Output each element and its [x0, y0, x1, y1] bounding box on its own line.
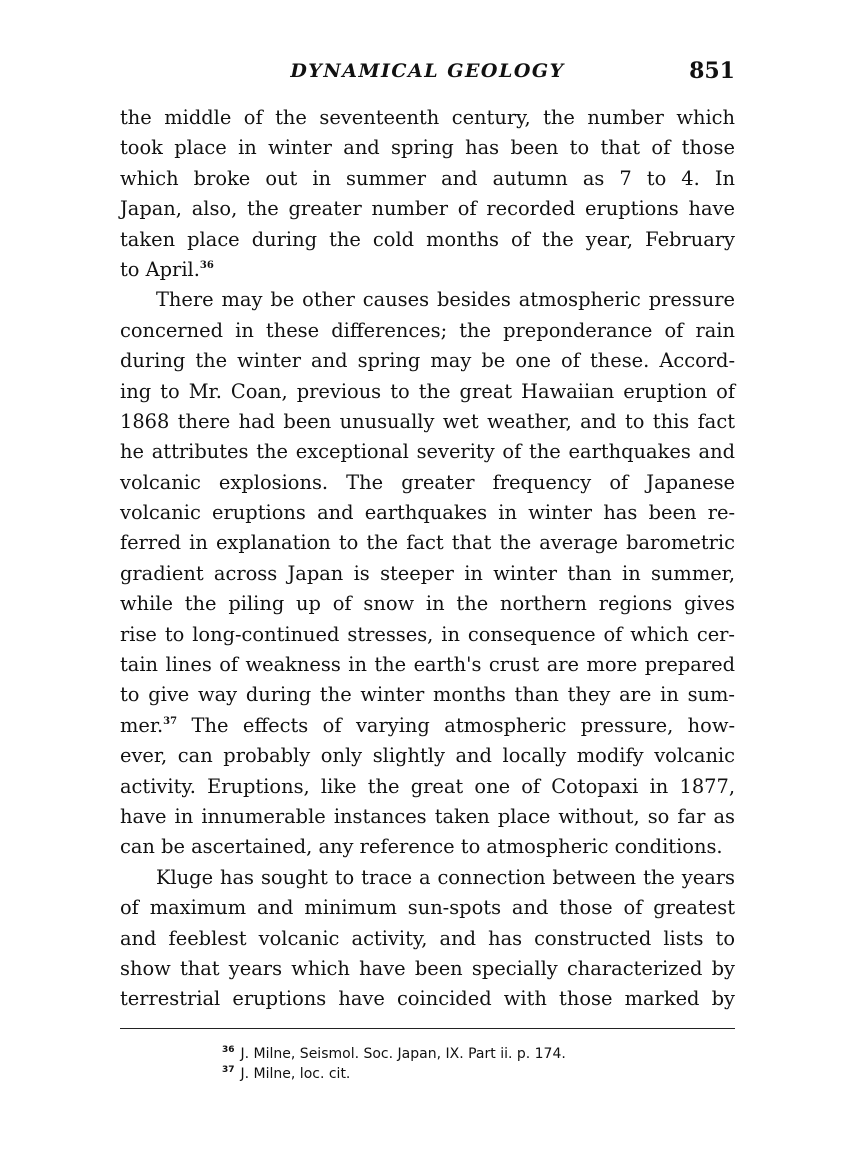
text-line: There may be other causes besides atmospheric pressure	[156, 288, 735, 312]
text-line: volcanic eruptions and earthquakes in winter has been re-	[120, 501, 735, 525]
text-line: 1868 there had been unusually wet weather, and to this fact	[120, 409, 735, 433]
footnote-text: J. Milne, Seismol. Soc. Japan, IX. Part ii. p. 174.	[240, 1046, 566, 1062]
text-line: during the winter and spring may be one of these. Accord-	[120, 349, 735, 373]
text-line: while the piling up of snow in the northern regions gives	[120, 592, 735, 616]
text-line	[120, 255, 735, 285]
text-line: have in innumerable instances taken place without, so far as	[120, 804, 735, 828]
footnote-divider	[120, 1028, 735, 1029]
text-line: activity. Eruptions, like the great one of Cotopaxi in 1877,	[120, 774, 735, 798]
text-line: ing to Mr. Coan, previous to the great Hawaiian eruption of	[120, 379, 735, 403]
text-line: show that years which have been specially characterized by	[120, 956, 735, 980]
text-line: he attributes the exceptional severity of the earthquakes and	[120, 440, 735, 464]
footnote-reference: 37	[163, 715, 178, 727]
text-line: rise to long-continued stresses, in consequence of which cer-	[120, 622, 735, 646]
body-text	[120, 103, 735, 1015]
footnote-reference: 36	[199, 259, 214, 271]
text-line: took place in winter and spring has been to that of those	[120, 136, 735, 160]
footnote-mark: 36	[222, 1045, 235, 1055]
text-line	[120, 711, 735, 741]
text-line: can be ascertained, any reference to atmospheric conditions.	[120, 835, 723, 859]
footnotes	[222, 1040, 722, 1080]
page-header	[120, 54, 735, 88]
text-fragment: The effects of varying atmospheric pressure, how-	[177, 713, 735, 737]
text-fragment: to April.	[120, 257, 200, 281]
text-line: ever, can probably only slightly and locally modify volcanic	[120, 744, 735, 768]
text-line: gradient across Japan is steeper in winter than in summer,	[120, 561, 735, 585]
running-title: DYNAMICAL GEOLOGY	[290, 60, 565, 82]
text-line: to give way during the winter months than they are in sum-	[120, 683, 735, 707]
text-line: concerned in these differences; the preponderance of rain	[120, 318, 735, 342]
footnote-text: J. Milne, loc. cit.	[240, 1066, 351, 1082]
text-line: and feeblest volcanic activity, and has constructed lists to	[120, 926, 735, 950]
footnote	[222, 1040, 722, 1060]
text-line: of maximum and minimum sun-spots and those of greatest	[120, 896, 735, 920]
text-line: the middle of the seventeenth century, the number which	[120, 106, 735, 129]
page-number: 851	[689, 58, 735, 84]
text-line: tain lines of weakness in the earth's crust are more prepared	[120, 653, 735, 677]
text-line: Japan, also, the greater number of recorded eruptions have	[120, 197, 735, 221]
text-fragment: mer.	[120, 713, 164, 737]
text-line: terrestrial eruptions have coincided with those marked by	[120, 987, 735, 1011]
text-line: which broke out in summer and autumn as 7 to 4. In	[120, 166, 735, 190]
text-line: taken place during the cold months of the year, February	[120, 227, 735, 251]
footnote-mark: 37	[222, 1065, 235, 1075]
text-line: volcanic explosions. The greater frequency of Japanese	[120, 470, 735, 494]
text-line: ferred in explanation to the fact that the average barometric	[120, 531, 735, 555]
text-line: Kluge has sought to trace a connection between the years	[156, 865, 735, 889]
footnote	[222, 1060, 722, 1080]
